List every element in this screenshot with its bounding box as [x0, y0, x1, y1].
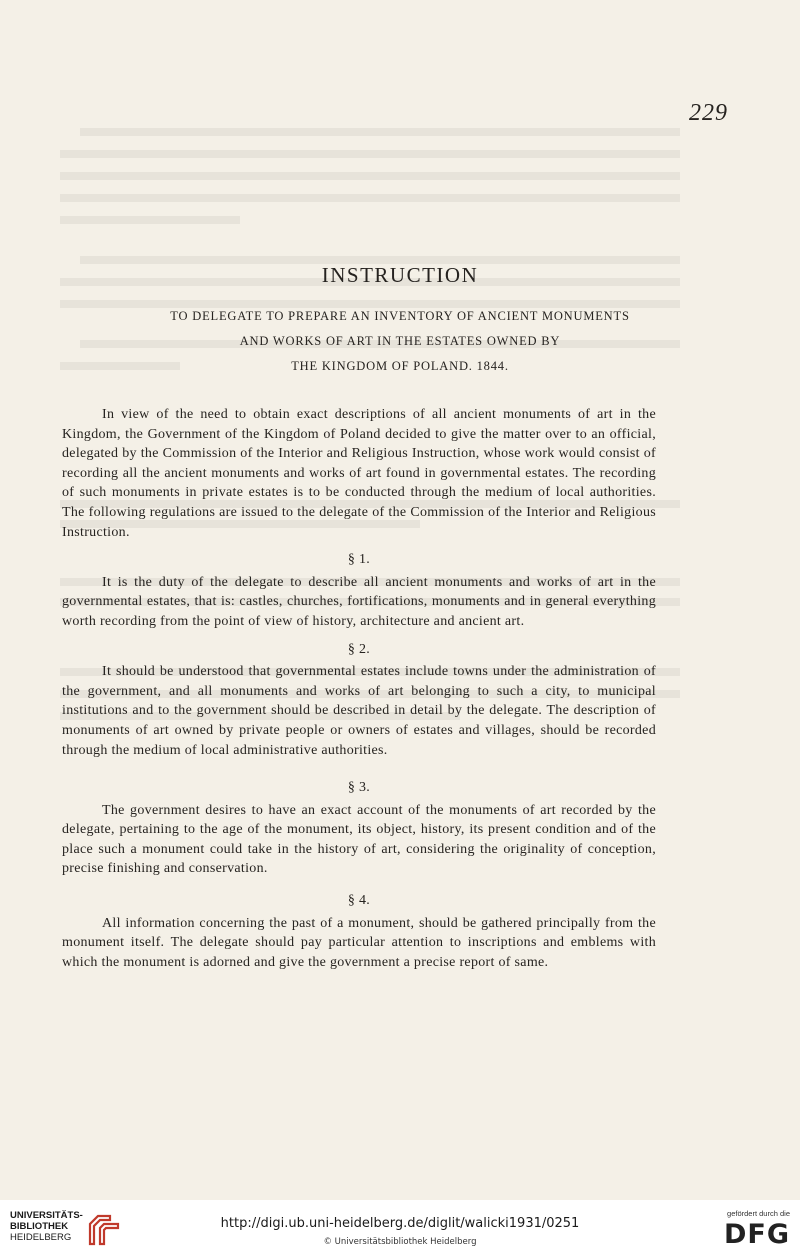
funder-badge[interactable]: [700, 1209, 790, 1251]
section-paragraph-2: It should be understood that governmental estates include towns under the administration of the government, and all monuments and works of art belonging to such a city, to municipal institutions and to the government should be described in detail by the delegate. The description of monuments of art owned by private people or owners of estates and villages, should be recorded through the medium of local administrative authorities.: [62, 664, 656, 758]
permalink-url[interactable]: http://digi.ub.uni-heidelberg.de/diglit/walicki1931/0251: [220, 1216, 580, 1231]
subtitle: [40, 304, 760, 379]
page-title: INSTRUCTION: [321, 263, 479, 287]
subtitle-line: TO DELEGATE TO PREPARE AN INVENTORY OF ANCIENT MONUMENTS: [170, 309, 630, 323]
section-mark-4: § 4.: [347, 893, 371, 909]
section-mark-1: § 1.: [347, 552, 371, 568]
document-body: [62, 405, 656, 972]
page-number: 229: [689, 100, 728, 126]
section-paragraph-1: It is the duty of the delegate to describe all ancient monuments and works of art in the governmental estates, that is: castles, churches, fortifications, monuments and in general everything worth recording from the point of view of history, architecture and ancient art.: [62, 574, 656, 629]
library-name-line: BIBLIOTHEK: [10, 1221, 69, 1232]
section-paragraph-3: The government desires to have an exact account of the monuments of art recorded by the delegate, pertaining to the age of the monument, its object, history, its present condition and of the place such a monument could take in the history of art, considering the originality of conception, precise finishing and conservation.: [62, 802, 656, 877]
subtitle-line: AND WORKS OF ART IN THE ESTATES OWNED BY: [239, 334, 561, 348]
footer-bar: [0, 1200, 800, 1257]
library-name-line: UNIVERSITÄTS-: [10, 1210, 83, 1221]
intro-paragraph: In view of the need to obtain exact descriptions of all ancient monuments of art in the Kingdom, the Government of the Kingdom of Poland decided to give the matter over to an official, delegated by the Commission of the Interior and Religious Instruction, whose work would consist of recording all the ancient monuments and works of art found in governmental estates. The recording of such monuments in private estates is to be conducted through the medium of local authorities. The following regulations are issued to the delegate of the Commission of the Interior and Religious Instruction.: [62, 407, 656, 540]
section-mark-3: § 3.: [347, 780, 371, 796]
section-mark-2: § 2.: [347, 641, 371, 657]
ub-heidelberg-logo-icon: [84, 1210, 124, 1246]
copyright-notice: © Universitätsbibliothek Heidelberg: [323, 1237, 477, 1247]
funding-note: gefördert durch die: [727, 1209, 790, 1218]
subtitle-line: THE KINGDOM OF POLAND. 1844.: [291, 359, 509, 373]
section-paragraph-4: All information concerning the past of a monument, should be gathered principally from the monument itself. The delegate should pay particular attention to inscriptions and emblems with which the monument is adorned and give the government a precise report of same.: [62, 915, 656, 970]
library-name-line: HEIDELBERG: [10, 1232, 72, 1243]
dfg-logo: DFG: [723, 1219, 790, 1250]
library-name: [10, 1210, 83, 1243]
library-logo[interactable]: [10, 1210, 130, 1250]
